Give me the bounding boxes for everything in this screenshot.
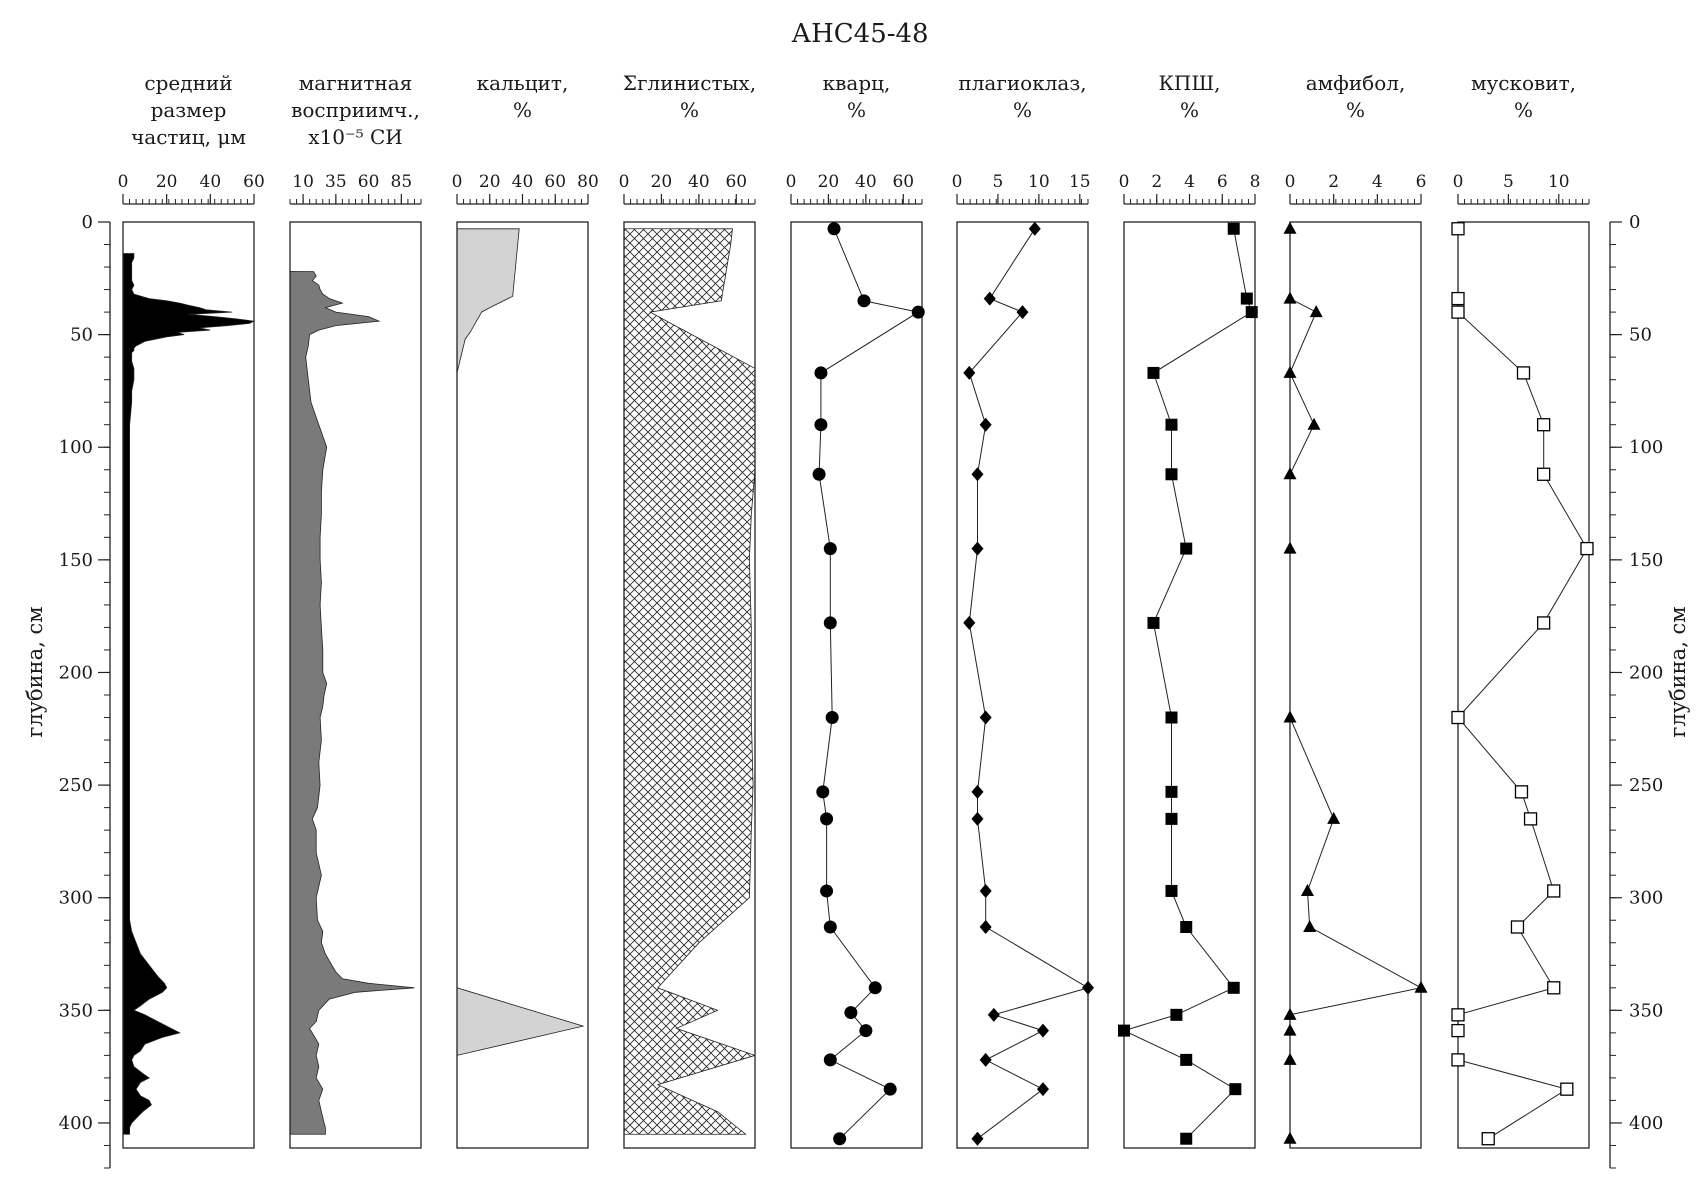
panel-data [1290, 229, 1421, 1139]
panel-header-line: Σглинистых, [622, 71, 757, 95]
data-point [1284, 222, 1297, 234]
data-point [1284, 711, 1297, 723]
x-tick-label: 5 [1502, 172, 1514, 192]
depth-axis-title-right: глубина, см [1666, 606, 1690, 738]
data-point [1180, 921, 1192, 933]
x-tick-label: 0 [117, 172, 129, 192]
panel-header-line: % [512, 98, 533, 122]
x-tick-label: 0 [451, 172, 463, 192]
data-point [1548, 885, 1560, 897]
data-point [971, 1132, 983, 1146]
panel-header-line: размер [150, 98, 227, 122]
panel-frame [957, 222, 1088, 1148]
data-point [988, 1008, 1000, 1022]
data-point [1452, 1025, 1464, 1037]
data-point [980, 711, 992, 725]
x-tick-label: 60 [544, 172, 567, 192]
panel-header-line: плагиоклаз, [958, 71, 1087, 95]
panel-header-line: средний [144, 71, 233, 95]
data-point [1538, 617, 1550, 629]
panel-data [624, 229, 755, 1134]
panel-1 [118, 71, 265, 1148]
data-point [1165, 468, 1177, 480]
data-point [1241, 293, 1253, 305]
data-point [1452, 1054, 1464, 1066]
panel-9 [1452, 71, 1593, 1148]
x-tick-label: 0 [618, 172, 630, 192]
x-tick-label: 60 [725, 172, 748, 192]
panel-header-line: % [1012, 98, 1033, 122]
x-tick-label: 5 [992, 172, 1004, 192]
data-point [1082, 981, 1094, 995]
x-tick-label: 40 [688, 172, 710, 192]
x-tick-label: 0 [1452, 172, 1464, 192]
data-point [1180, 543, 1192, 555]
y-tick-label: 50 [1629, 324, 1652, 346]
data-point [814, 418, 827, 431]
y-tick-label: 250 [58, 775, 93, 797]
panel-2 [290, 71, 421, 1148]
x-tick-label: 40 [511, 172, 534, 192]
y-tick-label: 400 [58, 1112, 93, 1134]
data-point [1229, 1083, 1241, 1095]
panel-data [1458, 229, 1587, 1139]
panel-5 [786, 71, 925, 1148]
data-point [1308, 418, 1321, 430]
panel-data [123, 254, 254, 1135]
data-point [833, 1132, 846, 1145]
data-point [971, 542, 983, 556]
data-point [971, 785, 983, 799]
x-tick-label: 80 [577, 172, 599, 192]
data-point [1301, 884, 1314, 896]
data-point [1246, 306, 1258, 318]
x-tick-label: 60 [892, 172, 915, 192]
data-point [963, 616, 975, 630]
data-point [1538, 419, 1550, 431]
data-area [624, 229, 755, 1134]
x-tick-label: 10 [292, 172, 314, 192]
panel-header-line: восприимч., [291, 98, 420, 122]
data-point [824, 1053, 837, 1066]
data-point [1180, 1133, 1192, 1145]
data-point [971, 467, 983, 481]
data-point [826, 711, 839, 724]
data-point [1147, 617, 1159, 629]
x-tick-label: 40 [199, 172, 222, 192]
panel-header-line: % [1179, 98, 1200, 122]
data-point [1228, 223, 1240, 235]
data-point [1415, 981, 1428, 993]
data-area [457, 229, 583, 1062]
x-tick-label: 2 [1151, 172, 1163, 192]
depth-axis-left [59, 212, 110, 1168]
panel-3 [452, 71, 599, 1148]
series-line [1290, 229, 1421, 1139]
markers [1452, 223, 1593, 1145]
data-point [980, 1053, 992, 1067]
y-tick-label: 100 [1629, 437, 1664, 459]
data-point [869, 981, 882, 994]
panel-frame [123, 222, 254, 1148]
panel-header-line: % [846, 98, 867, 122]
data-point [1561, 1083, 1573, 1095]
panels-layer [118, 71, 1593, 1148]
data-point [1581, 543, 1593, 555]
data-point [971, 812, 983, 826]
x-tick-label: 20 [817, 172, 840, 192]
data-point [1511, 921, 1523, 933]
markers [1118, 223, 1258, 1145]
data-point [1170, 1009, 1182, 1021]
x-tick-label: 4 [1371, 172, 1383, 192]
data-point [820, 884, 833, 897]
data-point [1518, 367, 1530, 379]
y-tick-label: 150 [58, 549, 93, 571]
series-line [969, 229, 1088, 1139]
y-tick-label: 150 [1629, 549, 1664, 571]
data-point [1452, 306, 1464, 318]
data-point [1515, 786, 1527, 798]
data-point [1452, 223, 1464, 235]
data-point [844, 1006, 857, 1019]
data-point [1482, 1133, 1494, 1145]
x-tick-label: 0 [1284, 172, 1296, 192]
panel-6 [952, 71, 1094, 1148]
data-point [1452, 293, 1464, 305]
y-tick-label: 300 [58, 887, 93, 909]
y-tick-label: 250 [1629, 775, 1664, 797]
x-tick-label: 0 [951, 172, 963, 192]
panel-header-line: кварц, [822, 71, 891, 95]
data-point [814, 366, 827, 379]
data-point [1538, 468, 1550, 480]
x-tick-label: 20 [155, 172, 178, 192]
panel-7 [1118, 71, 1260, 1148]
chart-title: АНС45-48 [791, 19, 929, 49]
y-tick-label: 350 [58, 1000, 93, 1022]
data-point [1310, 305, 1323, 317]
data-point [1029, 222, 1041, 236]
data-point [857, 294, 870, 307]
series-line [1124, 229, 1252, 1139]
panel-header-line: % [1345, 98, 1366, 122]
x-tick-label: 60 [243, 172, 265, 192]
x-tick-label: 2 [1328, 172, 1340, 192]
data-point [1327, 812, 1340, 824]
y-tick-label: 0 [1629, 212, 1641, 233]
panel-frame [791, 222, 922, 1148]
x-tick-label: 85 [390, 172, 413, 192]
x-tick-label: 20 [650, 172, 673, 192]
x-tick-label: 60 [357, 172, 380, 192]
panel-header-line: % [1513, 98, 1534, 122]
data-point [1284, 1053, 1297, 1065]
data-point [824, 542, 837, 555]
data-point [1147, 367, 1159, 379]
data-area [123, 254, 254, 1135]
x-tick-label: 4 [1184, 172, 1195, 192]
x-tick-label: 0 [1118, 172, 1130, 192]
data-point [828, 222, 841, 235]
panel-data [457, 229, 583, 1062]
data-point [816, 785, 829, 798]
data-point [980, 418, 992, 432]
data-point [1165, 419, 1177, 431]
data-point [1284, 292, 1297, 304]
x-tick-label: 40 [855, 172, 877, 192]
data-point [1165, 885, 1177, 897]
x-tick-label: 0 [785, 172, 797, 192]
x-tick-label: 6 [1216, 172, 1228, 192]
data-point [1165, 712, 1177, 724]
depth-axis-title-left: глубина, см [23, 606, 47, 738]
panel-header-line: мусковит, [1470, 71, 1577, 95]
markers [1284, 222, 1428, 1144]
panel-4 [619, 71, 756, 1148]
depth-axis-right [1610, 212, 1663, 1168]
data-point [1452, 1009, 1464, 1021]
panel-8 [1284, 71, 1428, 1148]
y-tick-label: 200 [1629, 662, 1664, 684]
data-point [912, 306, 925, 319]
x-tick-label: 6 [1415, 172, 1427, 192]
panel-header-line: амфибол, [1305, 71, 1406, 95]
panel-header-line: КПШ, [1158, 71, 1221, 95]
data-point [824, 920, 837, 933]
data-point [1037, 1082, 1049, 1096]
data-point [1165, 813, 1177, 825]
markers [813, 222, 925, 1145]
data-point [1284, 467, 1297, 479]
data-point [1228, 982, 1240, 994]
panel-data [969, 229, 1088, 1139]
data-point [1548, 982, 1560, 994]
data-point [980, 884, 992, 898]
data-point [884, 1083, 897, 1096]
y-tick-label: 100 [58, 437, 93, 459]
data-point [1118, 1025, 1130, 1037]
panel-header-line: x10⁻⁵ СИ [308, 125, 403, 149]
panel-data [290, 272, 414, 1135]
series-line [819, 229, 918, 1139]
panel-header-line: магнитная [298, 71, 413, 95]
data-point [813, 468, 826, 481]
y-tick-label: 200 [58, 662, 93, 684]
x-tick-label: 8 [1249, 172, 1261, 192]
x-tick-label: 10 [1547, 172, 1570, 192]
x-tick-label: 10 [1028, 172, 1050, 192]
panel-header-line: частиц, μм [131, 125, 246, 149]
y-tick-label: 0 [81, 212, 93, 233]
data-point [1284, 542, 1297, 554]
data-point [820, 812, 833, 825]
x-tick-label: 20 [478, 172, 501, 192]
x-tick-label: 15 [1068, 172, 1091, 192]
data-point [1452, 712, 1464, 724]
x-tick-label: 35 [325, 172, 347, 192]
data-point [824, 616, 837, 629]
data-point [980, 920, 992, 934]
data-point [1180, 1054, 1192, 1066]
panel-frame [1290, 222, 1421, 1148]
data-point [859, 1024, 872, 1037]
y-tick-label: 50 [70, 324, 93, 346]
panel-data [1124, 229, 1252, 1139]
panel-header-line: % [679, 98, 700, 122]
panel-data [819, 229, 918, 1139]
data-area [290, 272, 414, 1135]
series-line [1458, 229, 1587, 1139]
data-point [1037, 1024, 1049, 1038]
data-point [1284, 366, 1297, 378]
data-point [1284, 1024, 1297, 1036]
data-point [1525, 813, 1537, 825]
data-point [984, 292, 996, 306]
y-tick-label: 300 [1629, 887, 1664, 909]
y-tick-label: 350 [1629, 1000, 1664, 1022]
markers [963, 222, 1094, 1146]
y-tick-label: 400 [1629, 1112, 1664, 1134]
data-point [1165, 786, 1177, 798]
data-point [1284, 1132, 1297, 1144]
panel-header-line: кальцит, [476, 71, 569, 95]
data-point [1303, 920, 1316, 932]
